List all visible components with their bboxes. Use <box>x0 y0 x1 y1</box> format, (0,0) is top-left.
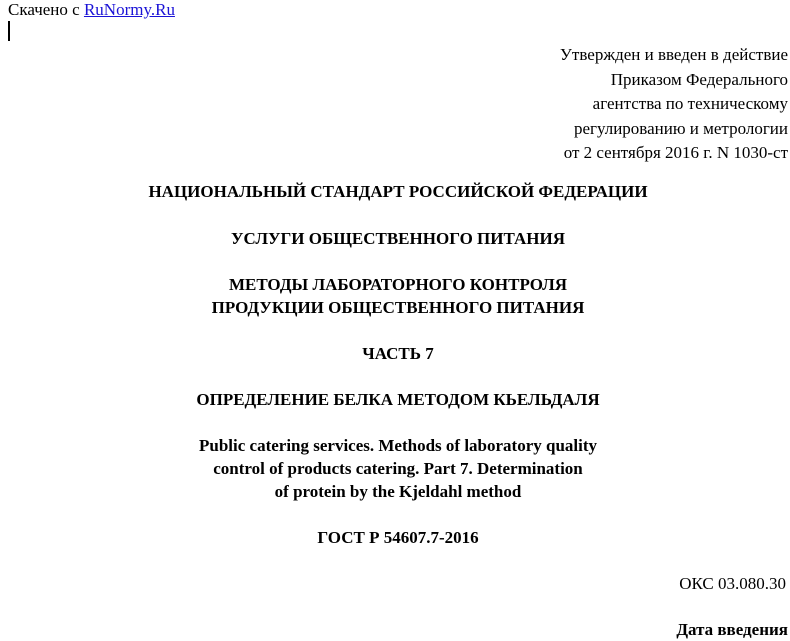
services-heading: УСЛУГИ ОБЩЕСТВЕННОГО ПИТАНИЯ <box>231 229 565 248</box>
part-heading: ЧАСТЬ 7 <box>362 344 434 363</box>
intro-date-label: Дата введения <box>676 620 788 639</box>
text-cursor <box>8 21 10 41</box>
methods-heading-line2: ПРОДУКЦИИ ОБЩЕСТВЕННОГО ПИТАНИЯ <box>211 298 585 317</box>
approval-line: агентства по техническому <box>592 94 788 113</box>
methods-heading <box>0 273 790 319</box>
english-title-line2: control of products catering. Part 7. Determination <box>213 459 583 478</box>
english-title-line3: of protein by the Kjeldahl method <box>274 482 522 501</box>
english-title-line1: Public catering services. Methods of laboratory quality <box>198 436 598 455</box>
gost-number: ГОСТ Р 54607.7-2016 <box>317 528 479 547</box>
national-standard-heading: НАЦИОНАЛЬНЫЙ СТАНДАРТ РОССИЙСКОЙ ФЕДЕРАЦИИ <box>148 182 648 201</box>
download-prefix: Скачено с <box>8 0 84 19</box>
english-title <box>0 434 790 503</box>
okc-code: ОКС 03.080.30 <box>679 574 786 593</box>
download-source-line <box>8 0 175 20</box>
approval-line: Приказом Федерального <box>610 69 788 89</box>
approval-block <box>388 43 788 166</box>
protein-heading: ОПРЕДЕЛЕНИЕ БЕЛКА МЕТОДОМ КЬЕЛЬДАЛЯ <box>196 390 600 409</box>
approval-line: регулированию и метрологии <box>573 118 788 138</box>
runormy-link[interactable]: RuNormy.Ru <box>83 0 175 19</box>
approval-line: Утвержден и введен в действие <box>559 45 788 64</box>
methods-heading-line1: МЕТОДЫ ЛАБОРАТОРНОГО КОНТРОЛЯ <box>228 275 568 294</box>
approval-line: от 2 сентября 2016 г. N 1030-ст <box>563 143 788 162</box>
